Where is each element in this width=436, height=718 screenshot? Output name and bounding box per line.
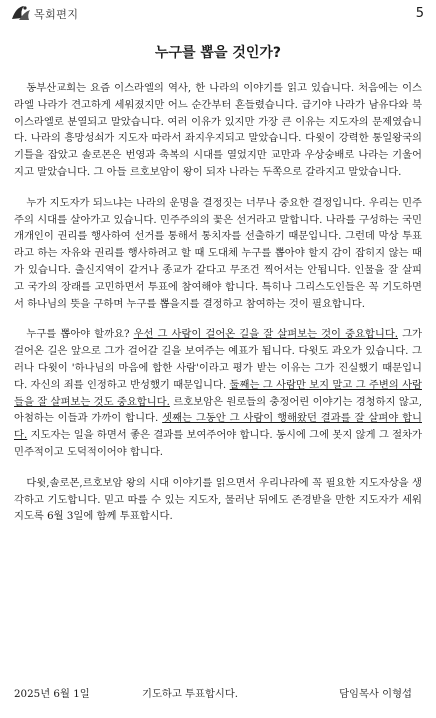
paragraph-3-david: 그가 걸어온 길은 앞으로 그가 걸어갈 길을 보여주는 예표가 됩니다. 다윗도 과오가 있습니다. 그러나 다윗이 '하나님의 마음에 합한 사람'이라고 평가 받는 이유는 그가 진실했기 때문입니다. 자신의 죄를 인정하고 반성했기 때문입니다. [14,328,422,391]
point-one-underlined: 우선 그 사람이 걸어온 길을 잘 살펴보는 것이 중요합니다. [133,328,399,341]
letter-body [14,80,422,539]
page-header [0,0,436,26]
footer-date: 2025년 6월 1일 [14,688,90,700]
footer-signature: 담임목사 이형섭 [339,688,412,700]
paragraph-3 [14,326,422,460]
page-title: 누구를 뽑을 것인가? [154,45,282,61]
paragraph-4: 다윗,솔로몬,르호보암 왕의 시대 이야기를 읽으면서 우리나라에 꼭 필요한 지도자상을 생각하고 기도합니다. 믿고 따를 수 있는 지도자, 물러난 뒤에도 존경받을 만한 지도자가 세워지도록 6월 3일에 함께 투표합시다. [14,476,422,523]
paragraph-3-rehoboam: 르호보암은 원로들의 충정어린 이야기는 경청하지 않고, 아첨하는 이들과 가까이 합니다. [14,395,423,425]
paragraph-2: 누가 지도자가 되느냐는 나라의 운명을 결정짓는 너무나 중요한 결정입니다. 우리는 민주주의 시대를 살아가고 있습니다. 민주주의의 꽃은 선거라고 말합니다. 나라를 구성하는 국민 개개인이 권리를 행사하여 선거를 통해서 통치자를 선출하기 때문입니다. 그런데 막상 투표라고 하는 자유와 권리를 행사하려고 할 때 도대체 누구를 뽑아야 할지 감이 잡히지 않는 때가 있습니다. 출신지역이 같거나 종교가 같다고 무조건 찍어서는 안됩니다. 인물을 잘 살피고 국가의 장래를 고민하면서 투표에 참여해야 합니다. 특히나 그리스도인들은 꼭 기도하면서 하나님의 뜻을 구하며 누구를 뽑을지를 결정하고 참여하는 것이 필요합니다. [14,196,422,310]
logo-text: 목회편지 [34,8,79,21]
point-three-underlined: 셋째는 그동안 그 사람이 행해왔던 결과를 잘 살펴야 합니다. [14,412,422,442]
page-number: 5 [415,6,424,21]
paragraph-1: 동부산교회는 요즘 이스라엘의 역사, 한 나라의 이야기를 읽고 있습니다. 처음에는 이스라엘 나라가 견고하게 세워졌지만 어느 순간부터 흔들렸습니다. 급기야 나라가 남유다와 북이스라엘로 분열되고 말았습니다. 여러 이유가 있지만 가장 큰 이유는 지도자의 문제였습니다. 나라의 흥망성쇠가 지도자 따라서 좌지우지되고 말았습니다. 다윗이 강력한 통일왕국의 기틀을 잡았고 솔로몬은 번영과 축복의 시대를 열었지만 교만과 우상숭배로 나라는 기울어지고 말았습니다. 그 아들 르호보암이 왕이 되자 나라는 두쪽으로 갈라지고 말았습니다. [14,82,422,178]
paragraph-3-closing: 지도자는 일을 하면서 좋은 결과를 보여주어야 합니다. 동시에 그에 못지 않게 그 절차가 민주적이고 도덕적이어야 합니다. [14,429,422,458]
point-two-underlined: 둘째는 그 사람만 보지 말고 그 주변의 사람들을 잘 살펴보는 것도 중요합니다. [14,378,422,408]
paragraph-3-intro: 누구를 뽑아야 할까요? [26,328,134,341]
church-logo-icon [10,4,32,22]
footer-prayer: 기도하고 투표합시다. [142,688,239,700]
